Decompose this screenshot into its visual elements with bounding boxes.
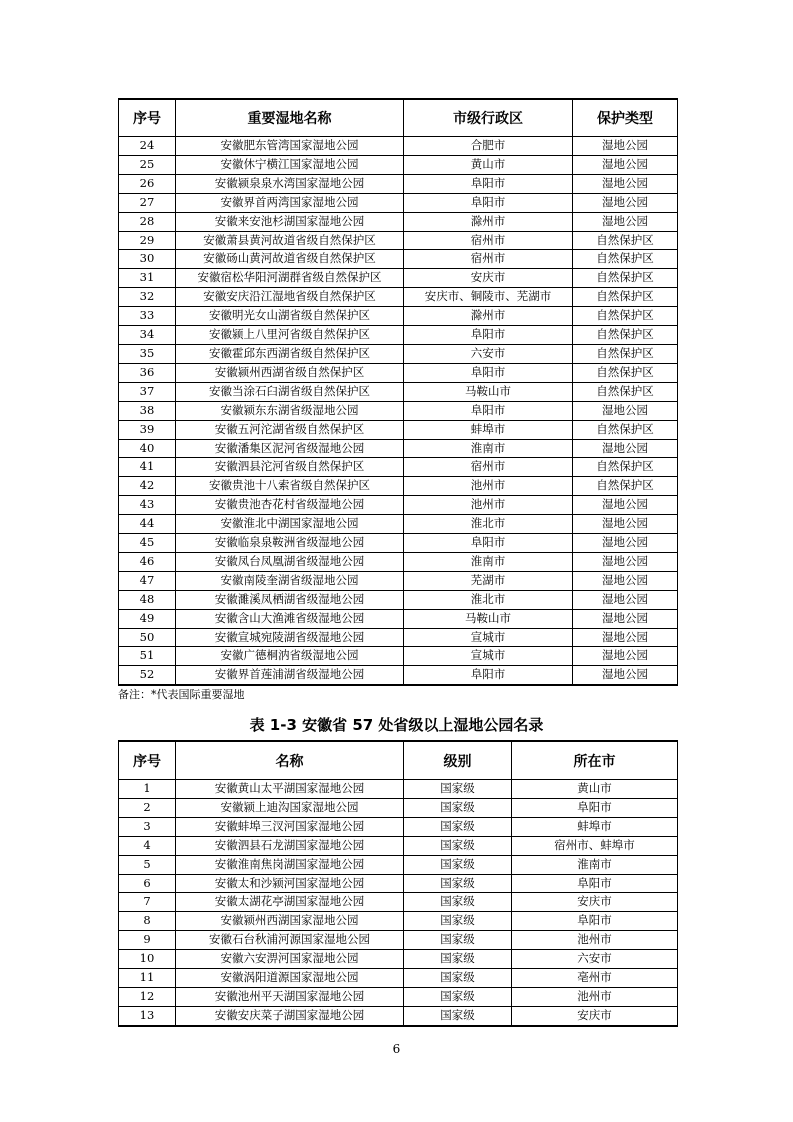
cell-index: 51 (119, 647, 176, 666)
cell-index: 52 (119, 666, 176, 685)
table-row (119, 874, 678, 893)
cell-protection-type: 自然保护区 (573, 250, 678, 269)
cell-wetland-name: 安徽泗县沱河省级自然保护区 (176, 458, 404, 477)
cell-protection-type: 湿地公园 (573, 496, 678, 515)
cell-name: 安徽涡阳道源国家湿地公园 (176, 969, 404, 988)
cell-index: 13 (119, 1006, 176, 1025)
cell-city: 滁州市 (404, 212, 573, 231)
table-row (119, 458, 678, 477)
cell-index: 40 (119, 439, 176, 458)
cell-city: 宣城市 (404, 647, 573, 666)
cell-city: 安庆市 (512, 1006, 678, 1025)
cell-name: 安徽安庆菜子湖国家湿地公园 (176, 1006, 404, 1025)
cell-city: 淮南市 (404, 552, 573, 571)
cell-city: 亳州市 (512, 969, 678, 988)
cell-city: 阜阳市 (404, 401, 573, 420)
table-row (119, 344, 678, 363)
cell-protection-type: 湿地公园 (573, 628, 678, 647)
cell-wetland-name: 安徽颍东东湖省级湿地公园 (176, 401, 404, 420)
table-row (119, 515, 678, 534)
cell-index: 46 (119, 552, 176, 571)
header-index: 序号 (119, 741, 176, 780)
cell-city: 芜湖市 (404, 571, 573, 590)
cell-index: 9 (119, 931, 176, 950)
cell-city: 黄山市 (512, 780, 678, 799)
cell-city: 宿州市 (404, 231, 573, 250)
cell-city: 池州市 (512, 931, 678, 950)
cell-wetland-name: 安徽濉溪凤栖湖省级湿地公园 (176, 590, 404, 609)
cell-name: 安徽蚌埠三汊河国家湿地公园 (176, 817, 404, 836)
cell-index: 32 (119, 288, 176, 307)
cell-protection-type: 湿地公园 (573, 552, 678, 571)
cell-wetland-name: 安徽霍邱东西湖省级自然保护区 (176, 344, 404, 363)
cell-index: 28 (119, 212, 176, 231)
table-row (119, 496, 678, 515)
table-row (119, 193, 678, 212)
cell-wetland-name: 安徽颍泉泉水湾国家湿地公园 (176, 174, 404, 193)
cell-index: 10 (119, 950, 176, 969)
table-row (119, 609, 678, 628)
cell-index: 48 (119, 590, 176, 609)
cell-index: 49 (119, 609, 176, 628)
cell-level: 国家级 (404, 798, 512, 817)
cell-city: 阜阳市 (512, 912, 678, 931)
cell-protection-type: 自然保护区 (573, 326, 678, 345)
table-row (119, 987, 678, 1006)
cell-protection-type: 湿地公园 (573, 534, 678, 553)
cell-city: 阜阳市 (512, 874, 678, 893)
cell-level: 国家级 (404, 950, 512, 969)
header-level: 级别 (404, 741, 512, 780)
table-note: 备注：*代表国际重要湿地 (118, 688, 245, 701)
header-protection-type: 保护类型 (573, 99, 678, 137)
table-row (119, 798, 678, 817)
cell-protection-type: 湿地公园 (573, 401, 678, 420)
table-row (119, 969, 678, 988)
cell-name: 安徽泗县石龙湖国家湿地公园 (176, 836, 404, 855)
table-row (119, 250, 678, 269)
cell-wetland-name: 安徽休宁横江国家湿地公园 (176, 155, 404, 174)
cell-index: 50 (119, 628, 176, 647)
cell-city: 阜阳市 (404, 193, 573, 212)
cell-index: 7 (119, 893, 176, 912)
cell-index: 4 (119, 836, 176, 855)
cell-city: 宣城市 (404, 628, 573, 647)
table-row (119, 912, 678, 931)
cell-wetland-name: 安徽砀山黄河故道省级自然保护区 (176, 250, 404, 269)
cell-protection-type: 湿地公园 (573, 609, 678, 628)
table-row (119, 893, 678, 912)
table-row (119, 477, 678, 496)
table-row (119, 950, 678, 969)
cell-index: 39 (119, 420, 176, 439)
table-row (119, 571, 678, 590)
cell-index: 25 (119, 155, 176, 174)
cell-index: 11 (119, 969, 176, 988)
table-row (119, 137, 678, 156)
cell-protection-type: 自然保护区 (573, 420, 678, 439)
cell-city: 淮北市 (404, 590, 573, 609)
table-row (119, 855, 678, 874)
cell-index: 24 (119, 137, 176, 156)
cell-wetland-name: 安徽含山大渔滩省级湿地公园 (176, 609, 404, 628)
cell-level: 国家级 (404, 855, 512, 874)
header-wetland-name: 重要湿地名称 (176, 99, 404, 137)
cell-index: 35 (119, 344, 176, 363)
table-caption: 表 1-3 安徽省 57 处省级以上湿地公园名录 (249, 716, 544, 734)
cell-index: 43 (119, 496, 176, 515)
cell-index: 2 (119, 798, 176, 817)
table-header-row (119, 99, 678, 137)
cell-level: 国家级 (404, 912, 512, 931)
cell-wetland-name: 安徽潘集区泥河省级湿地公园 (176, 439, 404, 458)
cell-protection-type: 湿地公园 (573, 155, 678, 174)
cell-name: 安徽太和沙颍河国家湿地公园 (176, 874, 404, 893)
cell-index: 44 (119, 515, 176, 534)
cell-city: 黄山市 (404, 155, 573, 174)
cell-protection-type: 自然保护区 (573, 231, 678, 250)
cell-city: 淮北市 (404, 515, 573, 534)
table-row (119, 326, 678, 345)
cell-index: 45 (119, 534, 176, 553)
cell-index: 42 (119, 477, 176, 496)
cell-level: 国家级 (404, 893, 512, 912)
cell-city: 宿州市 (404, 250, 573, 269)
cell-name: 安徽池州平天湖国家湿地公园 (176, 987, 404, 1006)
table-row (119, 382, 678, 401)
cell-wetland-name: 安徽宿松华阳河湖群省级自然保护区 (176, 269, 404, 288)
table-row (119, 231, 678, 250)
cell-city: 六安市 (512, 950, 678, 969)
table-row (119, 401, 678, 420)
cell-index: 8 (119, 912, 176, 931)
cell-city: 合肥市 (404, 137, 573, 156)
cell-protection-type: 湿地公园 (573, 439, 678, 458)
cell-index: 36 (119, 363, 176, 382)
cell-wetland-name: 安徽淮北中湖国家湿地公园 (176, 515, 404, 534)
cell-city: 安庆市 (512, 893, 678, 912)
cell-city: 六安市 (404, 344, 573, 363)
cell-index: 27 (119, 193, 176, 212)
table-row (119, 836, 678, 855)
cell-city: 阜阳市 (404, 534, 573, 553)
table-body (119, 780, 678, 1026)
cell-city: 池州市 (404, 477, 573, 496)
cell-wetland-name: 安徽肥东管湾国家湿地公园 (176, 137, 404, 156)
cell-protection-type: 自然保护区 (573, 363, 678, 382)
cell-city: 马鞍山市 (404, 609, 573, 628)
cell-protection-type: 湿地公园 (573, 590, 678, 609)
cell-city: 池州市 (404, 496, 573, 515)
cell-level: 国家级 (404, 931, 512, 950)
cell-city: 淮南市 (404, 439, 573, 458)
cell-city: 阜阳市 (404, 666, 573, 685)
cell-protection-type: 湿地公园 (573, 515, 678, 534)
cell-index: 33 (119, 307, 176, 326)
table-row (119, 628, 678, 647)
cell-level: 国家级 (404, 987, 512, 1006)
cell-city: 宿州市 (404, 458, 573, 477)
cell-protection-type: 湿地公园 (573, 174, 678, 193)
table-row (119, 590, 678, 609)
cell-wetland-name: 安徽贵池十八索省级自然保护区 (176, 477, 404, 496)
cell-protection-type: 自然保护区 (573, 382, 678, 401)
cell-protection-type: 自然保护区 (573, 307, 678, 326)
wetland-list-table (118, 98, 678, 686)
table-row (119, 155, 678, 174)
table-row (119, 420, 678, 439)
cell-level: 国家级 (404, 817, 512, 836)
cell-level: 国家级 (404, 969, 512, 988)
table-row (119, 307, 678, 326)
header-name: 名称 (176, 741, 404, 780)
cell-city: 安庆市 (404, 269, 573, 288)
cell-index: 3 (119, 817, 176, 836)
cell-level: 国家级 (404, 874, 512, 893)
cell-index: 47 (119, 571, 176, 590)
cell-wetland-name: 安徽明光女山湖省级自然保护区 (176, 307, 404, 326)
table-row (119, 647, 678, 666)
cell-name: 安徽石台秋浦河源国家湿地公园 (176, 931, 404, 950)
header-index: 序号 (119, 99, 176, 137)
cell-city: 滁州市 (404, 307, 573, 326)
cell-protection-type: 自然保护区 (573, 477, 678, 496)
cell-protection-type: 自然保护区 (573, 458, 678, 477)
cell-city: 淮南市 (512, 855, 678, 874)
table-row (119, 212, 678, 231)
cell-level: 国家级 (404, 1006, 512, 1025)
header-city: 所在市 (512, 741, 678, 780)
cell-index: 29 (119, 231, 176, 250)
table-row (119, 174, 678, 193)
cell-wetland-name: 安徽来安池杉湖国家湿地公园 (176, 212, 404, 231)
table-row (119, 666, 678, 685)
cell-index: 26 (119, 174, 176, 193)
cell-city: 蚌埠市 (512, 817, 678, 836)
cell-level: 国家级 (404, 836, 512, 855)
cell-protection-type: 自然保护区 (573, 269, 678, 288)
cell-name: 安徽颍州西湖国家湿地公园 (176, 912, 404, 931)
cell-wetland-name: 安徽当涂石臼湖省级自然保护区 (176, 382, 404, 401)
cell-wetland-name: 安徽安庆沿江湿地省级自然保护区 (176, 288, 404, 307)
cell-protection-type: 湿地公园 (573, 212, 678, 231)
cell-index: 41 (119, 458, 176, 477)
cell-protection-type: 湿地公园 (573, 193, 678, 212)
cell-wetland-name: 安徽宣城宛陵湖省级湿地公园 (176, 628, 404, 647)
cell-level: 国家级 (404, 780, 512, 799)
cell-wetland-name: 安徽萧县黄河故道省级自然保护区 (176, 231, 404, 250)
cell-name: 安徽六安淠河国家湿地公园 (176, 950, 404, 969)
table-header-row (119, 741, 678, 780)
table-row (119, 931, 678, 950)
cell-city: 宿州市、蚌埠市 (512, 836, 678, 855)
table-row (119, 534, 678, 553)
cell-city: 阜阳市 (404, 326, 573, 345)
table-body (119, 137, 678, 686)
cell-wetland-name: 安徽贵池杏花村省级湿地公园 (176, 496, 404, 515)
table-row (119, 780, 678, 799)
wetland-park-table (118, 740, 678, 1027)
cell-wetland-name: 安徽界首两湾国家湿地公园 (176, 193, 404, 212)
cell-city: 阜阳市 (512, 798, 678, 817)
cell-city: 蚌埠市 (404, 420, 573, 439)
page-number: 6 (392, 1042, 401, 1056)
cell-wetland-name: 安徽颍上八里河省级自然保护区 (176, 326, 404, 345)
cell-name: 安徽颍上迪沟国家湿地公园 (176, 798, 404, 817)
cell-city: 阜阳市 (404, 363, 573, 382)
table-row (119, 1006, 678, 1025)
cell-index: 12 (119, 987, 176, 1006)
cell-protection-type: 湿地公园 (573, 647, 678, 666)
table-row (119, 817, 678, 836)
cell-city: 池州市 (512, 987, 678, 1006)
cell-index: 1 (119, 780, 176, 799)
cell-protection-type: 湿地公园 (573, 571, 678, 590)
cell-wetland-name: 安徽临泉泉鞍洲省级湿地公园 (176, 534, 404, 553)
table-row (119, 363, 678, 382)
cell-index: 38 (119, 401, 176, 420)
cell-protection-type: 自然保护区 (573, 288, 678, 307)
cell-wetland-name: 安徽南陵奎湖省级湿地公园 (176, 571, 404, 590)
cell-city: 马鞍山市 (404, 382, 573, 401)
cell-wetland-name: 安徽凤台凤凰湖省级湿地公园 (176, 552, 404, 571)
cell-wetland-name: 安徽广德桐汭省级湿地公园 (176, 647, 404, 666)
header-city: 市级行政区 (404, 99, 573, 137)
cell-protection-type: 湿地公园 (573, 137, 678, 156)
table-row (119, 552, 678, 571)
cell-index: 5 (119, 855, 176, 874)
table-row (119, 439, 678, 458)
cell-wetland-name: 安徽颍州西湖省级自然保护区 (176, 363, 404, 382)
cell-index: 37 (119, 382, 176, 401)
table-row (119, 288, 678, 307)
cell-protection-type: 湿地公园 (573, 666, 678, 685)
cell-city: 安庆市、铜陵市、芜湖市 (404, 288, 573, 307)
cell-wetland-name: 安徽界首莲浦湖省级湿地公园 (176, 666, 404, 685)
cell-name: 安徽淮南焦岗湖国家湿地公园 (176, 855, 404, 874)
table-row (119, 269, 678, 288)
cell-wetland-name: 安徽五河沱湖省级自然保护区 (176, 420, 404, 439)
cell-city: 阜阳市 (404, 174, 573, 193)
cell-name: 安徽黄山太平湖国家湿地公园 (176, 780, 404, 799)
cell-name: 安徽太湖花亭湖国家湿地公园 (176, 893, 404, 912)
cell-index: 31 (119, 269, 176, 288)
cell-index: 30 (119, 250, 176, 269)
cell-index: 6 (119, 874, 176, 893)
cell-protection-type: 自然保护区 (573, 344, 678, 363)
cell-index: 34 (119, 326, 176, 345)
